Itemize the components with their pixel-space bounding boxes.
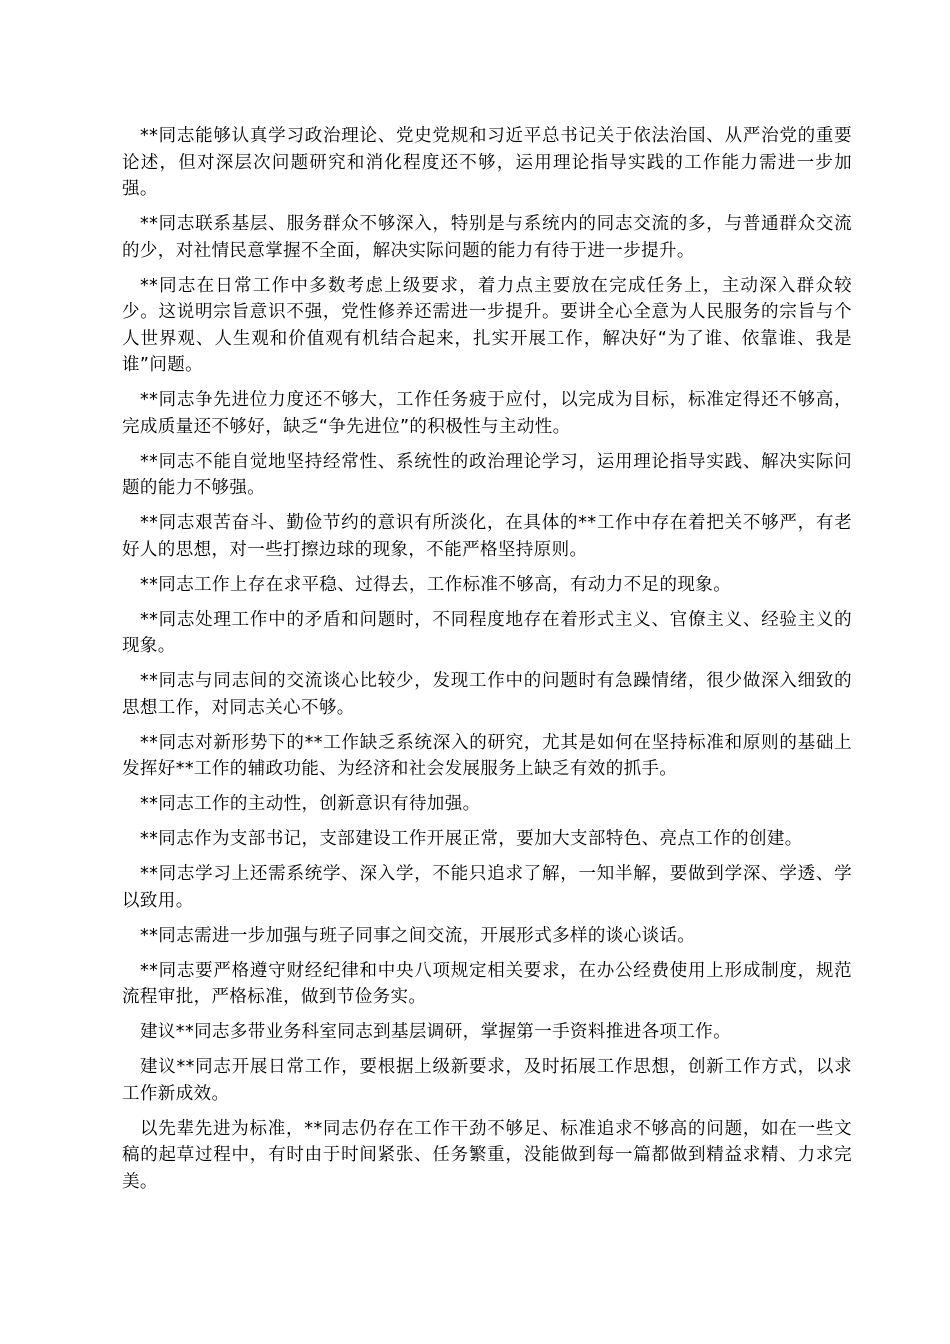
- paragraph: **同志学习上还需系统学、深入学，不能只追求了解，一知半解，要做到学深、学透、学以致用。: [122, 864, 852, 911]
- paragraph: **同志工作的主动性，创新意识有待加强。: [140, 794, 481, 814]
- paragraph: **同志要严格遵守财经纪律和中央八项规定相关要求，在办公经费使用上形成制度，规范流程审批，严格标准，做到节俭务实。: [122, 960, 852, 1007]
- paragraph: 建议**同志多带业务科室同志到基层调研，掌握第一手资料推进各项工作。: [140, 1022, 732, 1042]
- paragraph: **同志争先进位力度还不够大，工作任务疲于应付，以完成为目标，标准定得还不够高，完成质量还不够好，缺乏“争先进位”的积极性与主动性。: [122, 390, 852, 437]
- paragraph: **同志与同志间的交流谈心比较少，发现工作中的问题时有急躁情绪，很少做深入细致的思想工作，对同志关心不够。: [122, 671, 852, 718]
- paragraph: **同志在日常工作中多数考虑上级要求，着力点主要放在完成任务上，主动深入群众较少。这说明宗旨意识不强，党性修养还需进一步提升。要讲全心全意为人民服务的宗旨与个人世界观、人生观和价值观有机结合起来，扎实开展工作，解决好“为了谁、依靠谁、我是谁”问题。: [122, 275, 852, 375]
- paragraph: **同志处理工作中的矛盾和问题时，不同程度地存在着形式主义、官僚主义、经验主义的现象。: [122, 609, 852, 656]
- paragraph: **同志联系基层、服务群众不够深入，特别是与系统内的同志交流的多，与普通群众交流的少，对社情民意掌握不全面，解决实际问题的能力有待于进一步提升。: [122, 214, 852, 261]
- paragraph: **同志对新形势下的**工作缺乏系统深入的研究，尤其是如何在坚持标准和原则的基础上发挥好**工作的辅政功能、为经济和社会发展服务上缺乏有效的抓手。: [122, 732, 852, 779]
- paragraph: **同志艰苦奋斗、勤俭节约的意识有所淡化，在具体的**工作中存在着把关不够严，有老好人的思想，对一些打擦边球的现象，不能严格坚持原则。: [122, 513, 852, 560]
- paragraph: 以先辈先进为标准，**同志仍存在工作干劲不够足、标准追求不够高的问题，如在一些文稿的起草过程中，有时由于时间紧张、任务繁重，没能做到每一篇都做到精益求精、力求完美。: [122, 1118, 852, 1192]
- paragraph: **同志工作上存在求平稳、过得去，工作标准不够高，有动力不足的现象。: [140, 574, 732, 595]
- paragraph: 建议**同志开展日常工作，要根据上级新要求，及时拓展工作思想，创新工作方式，以求工作新成效。: [122, 1057, 852, 1104]
- paragraph: **同志作为支部书记，支部建设工作开展正常，要加大支部特色、亮点工作的创建。: [140, 829, 803, 849]
- paragraph: **同志能够认真学习政治理论、党史党规和习近平总书记关于依法治国、从严治党的重要论述，但对深层次问题研究和消化程度还不够，运用理论指导实践的工作能力需进一步加强。: [122, 126, 852, 199]
- document-body: [122, 123, 852, 1204]
- paragraph: **同志需进一步加强与班子同事之间交流，开展形式多样的谈心谈话。: [140, 925, 696, 946]
- paragraph: **同志不能自觉地坚持经常性、系统性的政治理论学习，运用理论指导实践、解决实际问题的能力不够强。: [122, 451, 852, 498]
